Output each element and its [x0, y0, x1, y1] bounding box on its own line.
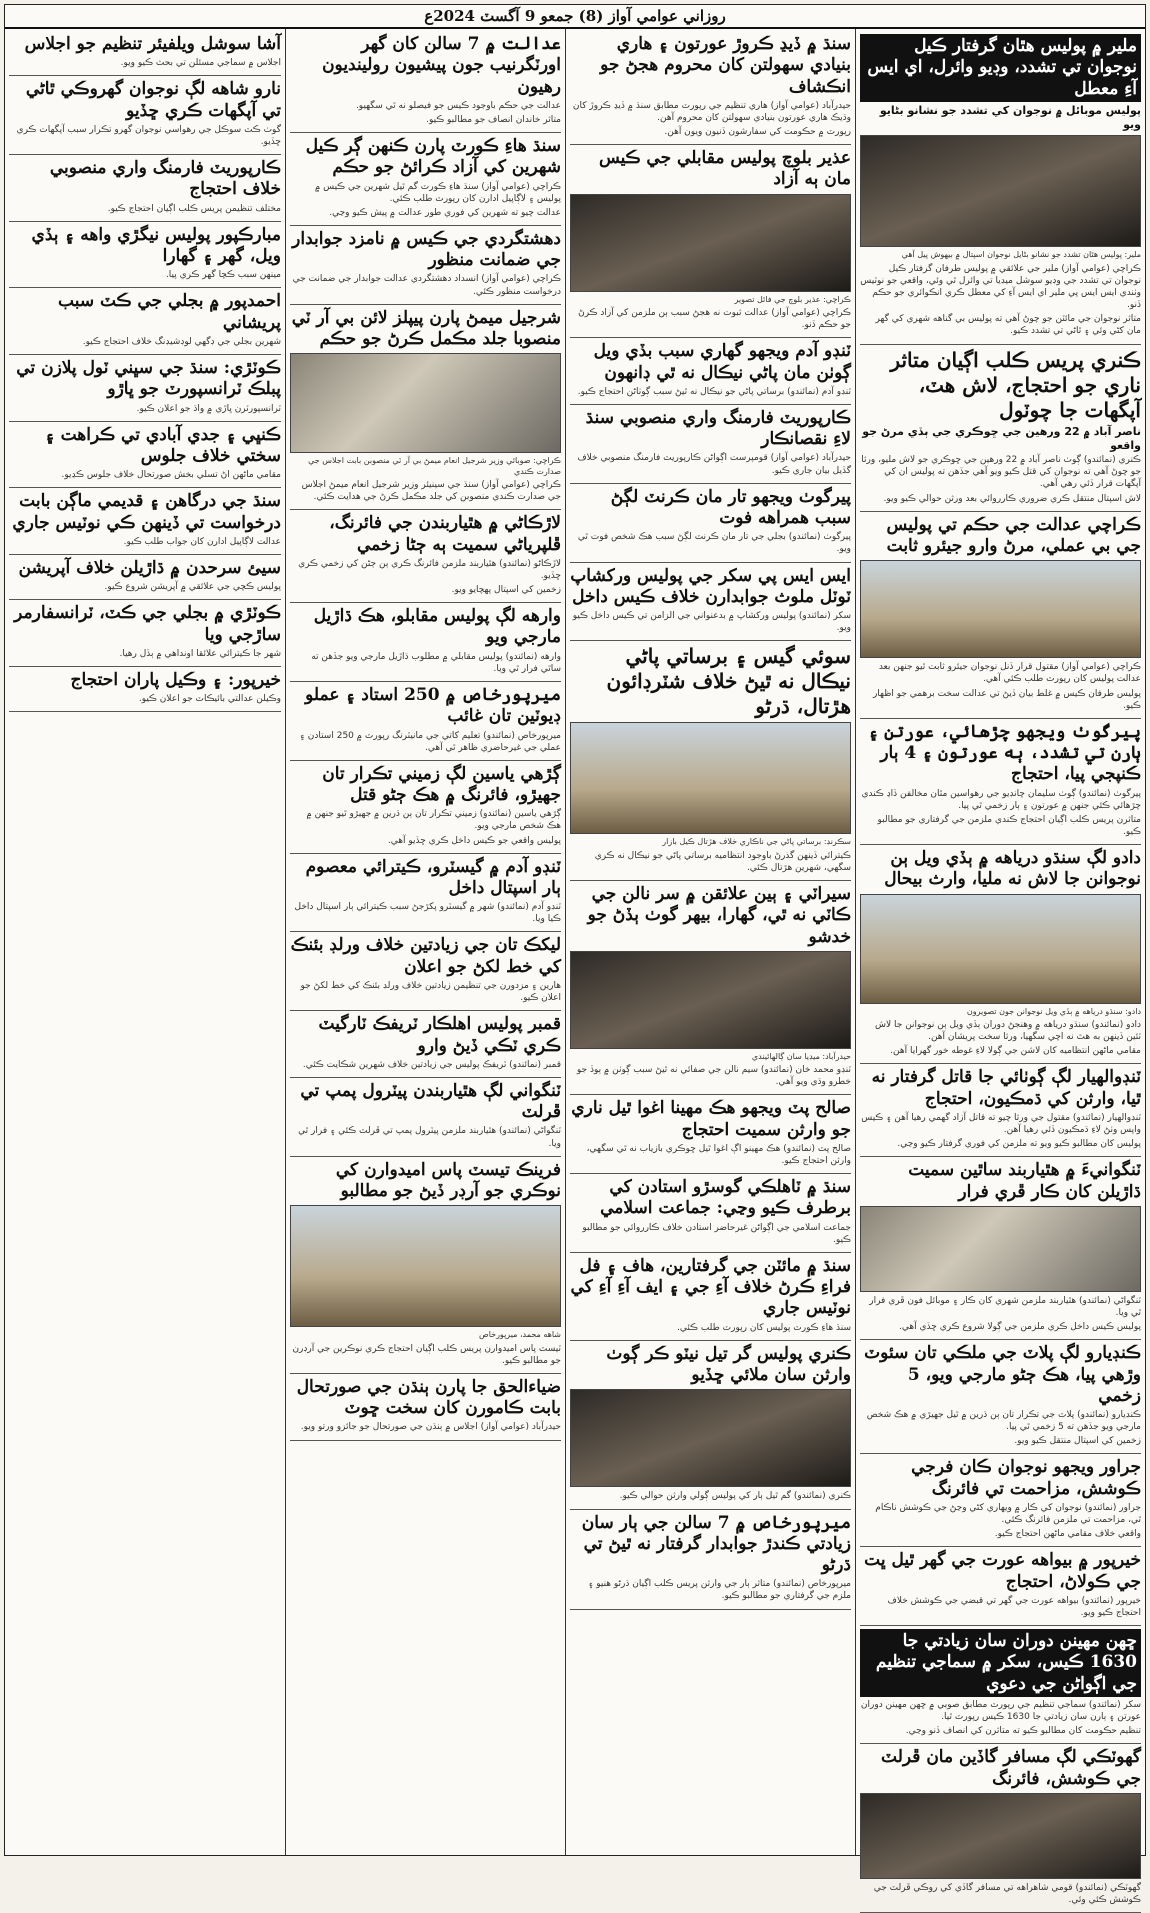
story-paragraph: ميرپورخاص (نمائندو) تعليم کاتي جي مانيٽرنگ رپورٽ ۾ 250 استادن ۽ عملي جي غيرحاضري ظاهر ٿي آهي. — [299, 730, 561, 753]
columns — [5, 29, 1145, 1905]
headline: سنڌ ۾ مائٽن جي گرفتارين، هاف ۽ فل فراءِ ڪرڻ خلاف آءِ جي ۽ ايف آءِ آءِ کي نوٽيس جاري — [570, 1255, 851, 1319]
headline: خيرپور: ۽ وڪيل پاران احتجاج — [70, 670, 281, 691]
story-paragraph: دادو (نمائندو) سنڌو درياهه ۾ وهنجڻ دوران ٻڏي ويل ٻن نوجوانن جا لاش ٽئين ڏينهن به هٿ نه اچي سگهيا، ورثا سخت پريشان آهن. — [875, 1020, 1141, 1043]
news-story — [860, 1064, 1141, 1157]
story-body — [570, 307, 851, 331]
story-body — [290, 808, 561, 846]
headline: ڪارپوريٽ فارمنگ واري منصوبي خلاف احتجاج — [49, 158, 281, 200]
headline: ضياءالحق جا پارن ٻنڌن جي صورتحال بابت ڪامورن کان سخت ڇوٽ — [296, 1376, 561, 1419]
story-paragraph: شهر جا ڪيترائي علائقا اونداهي ۾ ٻڏل رهيا. — [119, 648, 281, 659]
story-body — [860, 661, 1141, 712]
headline: ٽنڊو آدم ۾ گيسٽرو، ڪيترائي معصوم ٻار اسپتال داخل — [305, 856, 561, 898]
news-story — [860, 1626, 1141, 1744]
story-paragraph: صالح پٽ (نمائندو) هڪ مهينو اڳ اغوا ٿيل ڇوڪري بازياب نه ٿي سگهي، وارثن احتجاج ڪيو. — [586, 1143, 851, 1167]
story-paragraph: حيدرآباد (عوامي آواز) اجلاس ۾ ٻنڌن جي صورتحال جو جائزو ورتو ويو. — [300, 1422, 561, 1433]
news-story — [9, 31, 281, 76]
story-body — [570, 1322, 851, 1334]
story-body — [570, 1064, 851, 1088]
headline: نارو شاهه لڳ نوجوان گهروڪي ٿاڻي تي آپگهات ڪري ڇڏيو — [25, 79, 281, 121]
headline: مبارڪپور پوليس نيگڙي واهه ۽ ٻڏي ويل، گهر ۽ گهارا — [31, 224, 281, 267]
news-story — [860, 1340, 1141, 1454]
story-body — [9, 403, 281, 415]
news-story — [570, 1095, 851, 1174]
photo-caption: ملير: پوليس هٿان تشدد جو نشانو بڻايل نوجوان اسپتال ۾ بيهوش پيل آهي — [901, 250, 1141, 260]
story-paragraph: حيدرآباد (عوامي آواز) هاري تنظيم جي رپورٽ مطابق سنڌ ۾ ڏيڍ ڪروڙ کان وڌيڪ هاري عورتون بنيادي سهولتن کان محروم آهن. — [572, 100, 851, 123]
story-paragraph: قمبر (نمائندو) ٽريفڪ پوليس جي زيادتين خلاف شهرين شڪايت ڪئي. — [302, 1059, 561, 1070]
headline: ميرپورخاص ۾ 7 سالن جي ٻار سان زيادتي ڪندڙ جوابدار گرفتار نه ٿيڻ تي ڌرڻو — [581, 1512, 851, 1576]
subheadline: ناصر آباد ۾ 22 ورهين جي ڇوڪري جي ٻڏي مرڻ جو واقعو — [862, 424, 1141, 452]
story-paragraph: پوليس ڪچي جي علائقي ۾ آپريشن شروع ڪيو. — [104, 582, 281, 593]
news-photo — [290, 353, 561, 453]
story-paragraph: واقعي خلاف مقامي ماڻهن احتجاج ڪيو. — [994, 1529, 1141, 1540]
story-body — [860, 788, 1141, 839]
headline: ٽنڊو آدم ويجهو گهاري سبب بڏي ويل ڳوٺن مان پاڻي نيڪال نه ٿي ڊانهون — [593, 341, 851, 383]
story-body — [570, 1143, 851, 1167]
story-paragraph: ڪراچي (عوامي آواز) سنڌ جي سينيئر وزير شرجيل انعام ميمڻ اجلاس جي صدارت ڪندي منصوبن کي جلد مڪمل ڪرڻ جي هدايت ڪئي. — [301, 480, 561, 503]
news-story — [9, 422, 281, 489]
story-paragraph: ڪنري (نمائندو) ڳوٺ ناصر آباد ۾ 22 ورهين جي ڇوڪري جو لاش مليو، ورثا جو چوڻ آهي ته نوجوان کي قتل ڪيو ويو آهي جڏهن ته پوليس ان کي آپگهات قرار ڏئي رهي آهي. — [861, 455, 1141, 490]
photo-caption: سڪرنڊ: برساتي پاڻي جي ناڪاري خلاف هڙتال ڪيل بازار — [662, 837, 851, 847]
headline: ڪارپوريٽ فارمنگ واري منصوبي سنڌ لاءِ نقصانڪار — [585, 407, 851, 450]
story-body — [860, 1882, 1141, 1906]
masthead: روزاني عوامي آواز (8) جمعو 9 آگسٽ 2024ع — [5, 5, 1145, 29]
headline: ٽنگوانيءَ ۾ هٿياربند ساٿين سميت ڌاڙيلن کان ڪار ڦري فرار — [908, 1160, 1141, 1202]
headline: ڪنڀي ۽ جدي آبادي تي ڪراهت ۽ سختي خلاف جلوس — [44, 424, 281, 466]
headline: ٽنگواني لڳ هٿياربندن پيٽرول پمپ تي ڦرلٽ — [300, 1080, 561, 1123]
story-body — [570, 386, 851, 398]
story-body — [570, 531, 851, 555]
story-paragraph: ڪراچي (عوامي آواز) سنڌ هاءِ ڪورٽ گم ٿيل شهرين جي ڪيس ۾ پوليس ۽ لاڳاپيل ادارن کان رپورٽ طلب ڪئي. — [314, 181, 561, 204]
story-paragraph: ٽنگواڻي (نمائندو) هٿياربند ملزمن پيٽرول پمپ تي ڦرلٽ ڪئي ۽ فرار ٿي ويا. — [298, 1126, 561, 1149]
photo-caption: حيدرآباد: ميڊيا سان ڳالهائيندي — [751, 1051, 851, 1061]
story-paragraph: مختلف تنظيمن پريس ڪلب اڳيان احتجاج ڪيو. — [107, 203, 281, 214]
headline: گهوٽڪي لڳ مسافر گاڏين مان ڦرلٽ جي ڪوشش، فائرنگ — [881, 1747, 1141, 1789]
headline: دهشتگردي جي ڪيس ۾ نامزد جوابدار جي ضمانت منظور — [292, 228, 561, 271]
story-body — [9, 581, 281, 593]
story-paragraph: رپورٽ ۾ حڪومت کي سفارشون ڏنيون ويون آهن. — [664, 127, 851, 138]
news-story — [860, 1454, 1141, 1547]
headline: سيئ سرحدن ۾ ڌاڙيلن خلاف آپريشن — [18, 558, 281, 579]
story-body — [9, 536, 281, 548]
story-body — [290, 1059, 561, 1071]
news-photo — [860, 1793, 1141, 1879]
story-body — [290, 1125, 561, 1149]
news-photo — [860, 560, 1141, 658]
column-1 — [855, 29, 1145, 1905]
story-paragraph: وڪيلن عدالتي بائيڪاٽ جو اعلان ڪيو. — [138, 694, 281, 705]
news-story — [860, 1744, 1141, 1913]
news-story — [290, 761, 561, 854]
headline: پيرگوٺ ويجهو تار مان ڪرنٽ لڳڻ سبب همراهه فوت — [610, 486, 851, 529]
headline: خيرپور ۾ بيواهه عورت جي گهر ٿيل ڀت جي ڪولاڻ، احتجاج — [864, 1550, 1141, 1592]
news-story — [570, 1510, 851, 1610]
story-paragraph: ڪيترائي ڏينهن گذرڻ باوجود انتظاميه برساتي پاڻي جو نيڪال نه ڪري سگهي، شهرين هڙتال ڪئي. — [594, 850, 851, 873]
story-paragraph: شهرين بجلي جي ڊگهي لوڊشيڊنگ خلاف احتجاج ڪيو. — [82, 336, 281, 347]
headline: فرينڪ تيسٽ پاس اميدوارن کي نوڪري جو آرڊر ڏيڻ جو مطالبو — [335, 1159, 561, 1201]
story-paragraph: گهوٽڪي (نمائندو) قومي شاهراهه تي مسافر گاڏي کي روڪي ڦرلٽ جي ڪوشش ڪئي وئي. — [873, 1882, 1141, 1905]
news-story — [290, 603, 561, 682]
story-paragraph: ڳڙهي ياسين (نمائندو) زميني تڪرار تان ٻن ڌرين ۾ جهيڙو ٿيو جنهن ۾ هڪ شخص مارجي ويو. — [306, 809, 561, 832]
story-paragraph: متاثر نوجوان جي مائٽن جو چوڻ آهي ته پوليس بي گناهه شهري کي گهر مان کڻي وئي ۽ ٿاڻي تي تشدد ڪيو. — [875, 314, 1141, 337]
photo-caption: ڪراچي: صوبائي وزير شرجيل انعام ميمڻ بي آر ٽي منصوبن بابت اجلاس جي صدارت ڪندي — [308, 456, 561, 476]
headline: سنڌ هاءِ ڪورٽ پارن ڪنهن ڳر ڪيل شهرين کي آزاد ڪرائڻ جو حڪم — [305, 136, 561, 178]
news-photo — [570, 951, 851, 1049]
news-story — [290, 226, 561, 305]
story-paragraph: تنظيم حڪومت کان مطالبو ڪيو ته متاثرن کي انصاف ڏنو وڃي. — [905, 1726, 1141, 1737]
story-paragraph: پوليس طرفان ڪيس ۾ غلط بيان ڏيڻ تي عدالت سخت برهمي جو اظهار ڪيو. — [872, 688, 1141, 711]
headline: سيراٽي ۽ ٻين علائقن ۾ سر نالن جي ڪاٽي نه ٿي، گهارا، بيهر گوٺ ٻڏڻ جو خدشو — [587, 884, 851, 947]
story-paragraph: حيدرآباد (عوامي آواز) قومپرست اڳواڻن ڪارپوريٽ فارمنگ منصوبي خلاف گڏيل بيان جاري ڪيو. — [577, 453, 851, 476]
story-paragraph: عدالت چيو ته شهرين کي فوري طور عدالت ۾ پيش ڪيو وڃي. — [329, 207, 561, 218]
story-paragraph: اجلاس ۾ سماجي مسئلن تي بحث ڪيو ويو. — [120, 58, 281, 69]
news-story — [570, 1174, 851, 1253]
headline: سوئي گيس ۽ برساتي پاڻي نيڪال نه ٿيڻ خلاف شٽرڊائون هڙتال، ڌرڻو — [606, 644, 851, 719]
headline: پيرگوٺ ويجهو چڙهائي، عورتن ۽ ٻارن تي تشدد، ٻه عورتون ۽ 4 ٻار ڪنپجي پيا، احتجاج — [868, 721, 1141, 785]
story-body — [290, 730, 561, 754]
news-story — [860, 1547, 1141, 1626]
news-story — [9, 600, 281, 667]
story-body — [570, 1490, 851, 1502]
story-paragraph: مينهن سبب ڪچا گهر ڪري پيا. — [165, 270, 281, 281]
photo-caption: دادو: سنڌو درياهه ۾ ٻڏي ويل نوجوانن جون تصويرون — [966, 1006, 1141, 1016]
news-story — [9, 76, 281, 155]
story-paragraph: ڪراچي (عوامي آواز) ملير جي علائقي ۾ پوليس طرفان گرفتار ڪيل نوجوان تي تشدد جي وڊيو سوشل ميڊيا تي وائرل ٿي وئي، واقعي جو نوٽيس وٺندي ايس ايس پي ملير اي ايس آءِ کي معطل ڪري انڪوائري جو حڪم ڏنو. — [860, 263, 1141, 311]
headline: ڇهن مهينن دوران سان زيادتي جا 1630 ڪيس، سکر ۾ سماجي تنظيم جي اڳواڻن جي دعوي — [860, 1629, 1141, 1697]
story-paragraph: متاثر خاندان انصاف جو مطالبو ڪيو. — [426, 114, 561, 125]
story-body — [9, 693, 281, 705]
news-story — [290, 31, 561, 133]
story-body — [860, 1295, 1141, 1333]
news-story — [290, 133, 561, 226]
story-paragraph: گوٺ ڪٽ سوڪل جي رهواسي نوجوان گهرو تڪرار سبب آپگهات ڪري ڇڏيو. — [16, 124, 281, 148]
headline: ڪنڊيارو لڳ پلاٽ جي ملڪي تان سئوٽ وڙهي پيا، هڪ ڄڻو مارجي ويو، 5 زخمي — [864, 1343, 1141, 1406]
news-story — [570, 881, 851, 1095]
story-paragraph: ڪراچي (عوامي آواز) عدالت ثبوت نه هجڻ سبب ٻن ملزمن کي آزاد ڪرڻ جو حڪم ڏنو. — [578, 308, 851, 331]
story-body — [9, 469, 281, 481]
story-paragraph: سکر (نمائندو) سماجي تنظيم جي رپورٽ مطابق صوبي ۾ ڇهن مهينن دوران عورتن ۽ ٻارن سان زيادتي جا 1630 ڪيس رپورٽ ٿيا. — [860, 1699, 1141, 1723]
story-paragraph: مقامي ماڻهن اڻ تسلي بخش صورتحال خلاف جلوس ڪڍيو. — [61, 470, 281, 481]
news-story — [860, 719, 1141, 845]
story-paragraph: ڪراچي (عوامي آواز) مقتول قرار ڏنل نوجوان جيئرو ثابت ٿيو جنهن بعد عدالت پوليس کان رپورٽ طلب ڪئي آهي. — [878, 662, 1141, 685]
news-story — [290, 932, 561, 1011]
story-body — [9, 57, 281, 69]
headline: عدالت ۾ 7 سالن کان گهر اورٽگرنيب جون پيشيون رولينديون رهيون — [322, 34, 561, 97]
story-paragraph: عدالت لاڳاپيل ادارن کان جواب طلب ڪيو. — [123, 536, 281, 547]
headline: ڪوٽڙي: سنڌ جي سڀني ٽول پلازن تي پبلڪ ٽرانسپورٽ جو ڀاڙو — [16, 358, 281, 400]
story-body — [9, 336, 281, 348]
headline: ٽنڊوالهيار لڳ ڳوٺائي جا قاتل گرفتار نه ٿيا، وارثن کي ڌمڪيون، احتجاج — [871, 1067, 1141, 1109]
news-story — [290, 682, 561, 761]
story-body — [9, 124, 281, 148]
story-paragraph: ٽيسٽ پاس اميدوارن پريس ڪلب اڳيان احتجاج ڪري نوڪرين جي آرڊرن جو مطالبو ڪيو. — [292, 1343, 561, 1366]
story-paragraph: زخمين کي اسپتال منتقل ڪيو ويو. — [1014, 1436, 1141, 1447]
headline: آشا سوشل ويلفيئر تنظيم جو اجلاس — [24, 34, 281, 54]
photo-caption: ڪراچي: عذير بلوچ جي فائل تصوير — [734, 294, 851, 304]
story-paragraph: لاش اسپتال منتقل ڪري ضروري ڪارروائي بعد ورثن حوالي ڪيو ويو. — [883, 493, 1141, 504]
news-story — [570, 1341, 851, 1510]
headline: عذير بلوچ پوليس مقابلي جي ڪيس مان ٻه آزاد — [598, 148, 851, 190]
story-body — [290, 100, 561, 126]
story-paragraph: هارين ۽ مزدورن جي تنظيمن زيادتين خلاف ورلڊ بئنڪ کي خط لکڻ جو اعلان ڪيو. — [300, 980, 561, 1004]
news-photo — [290, 1205, 561, 1327]
story-body — [570, 1222, 851, 1246]
story-paragraph: پوليس واقعي جو ڪيس داخل ڪري ڇڏيو آهي. — [387, 835, 561, 846]
story-body — [290, 558, 561, 596]
story-body — [290, 181, 561, 219]
story-body — [290, 901, 561, 925]
news-story — [570, 145, 851, 338]
news-story — [9, 488, 281, 555]
story-paragraph: ٽرانسپورٽرن ڀاڙي ۾ واڌ جو اعلان ڪيو. — [136, 403, 281, 414]
news-story — [9, 667, 281, 712]
news-photo — [860, 135, 1141, 247]
story-paragraph: پوليس ڪيس داخل ڪري ملزمن جي ڳولا شروع ڪري ڇڏي آهي. — [899, 1322, 1141, 1333]
story-body — [9, 269, 281, 281]
headline: ڪنري پوليس گر تيل نيٽو ڪر ڳوٺ وارثن سان ملائي ڇڏيو — [606, 1343, 851, 1386]
story-body — [290, 1343, 561, 1367]
news-story — [290, 305, 561, 511]
story-body — [860, 1699, 1141, 1737]
news-photo — [570, 194, 851, 292]
headline: دادو لڳ سنڌو درياهه ۾ ٻڏي ويل ٻن نوجوانن جا لاش نه مليا، وارث بيحال — [884, 848, 1141, 890]
headline: ايس ايس پي سکر جي پوليس ورکشاپ ٽوٽل ملوث جوابدارن خلاف ڪيس داخل — [570, 565, 851, 607]
story-paragraph: ڪنري (نمائندو) گم ٿيل ٻار کي پوليس ڳولي وارثن حوالي ڪيو. — [619, 1491, 851, 1502]
story-paragraph: جراور (نمائندو) نوجوان کي ڪار ۾ ويهاري کڻي وڃڻ جي ڪوشش ناڪام ٿي، مزاحمت تي ملزمن فائرنگ ڪئي. — [875, 1502, 1141, 1526]
news-story — [860, 845, 1141, 1064]
story-paragraph: زخمين کي اسپتال پهچايو ويو. — [451, 585, 561, 596]
news-story — [570, 563, 851, 642]
story-body — [290, 980, 561, 1004]
story-paragraph: عدالت جي حڪم باوجود ڪيس جو فيصلو نه ٿي سگهيو. — [355, 100, 561, 111]
news-story — [290, 1157, 561, 1374]
story-paragraph: ٽنڊو آدم (نمائندو) شهر ۾ گيسٽرو پکڙجڻ سبب ڪيترائي ٻار اسپتال داخل ڪيا ويا. — [294, 902, 561, 925]
headline: وارهه لڳ پوليس مقابلو، هڪ ڌاڙيل مارجي ويو — [313, 606, 561, 648]
story-paragraph: ميرپورخاص (نمائندو) متاثر ٻار جي وارثن پريس ڪلب اڳيان ڌرڻو هنيو ۽ ملزم جي گرفتاري جو مطالبو ڪيو. — [588, 1579, 851, 1602]
column-3 — [565, 29, 855, 1855]
news-story — [290, 1011, 561, 1078]
headline: صالح پٽ ويجهو هڪ مهينا اغوا ٿيل ناري جو وارثن سميت احتجاج — [571, 1098, 851, 1140]
story-paragraph: پوليس کان مطالبو ڪيو ويو ته ملزمن کي فوري گرفتار ڪيو وڃي. — [897, 1139, 1141, 1150]
story-body — [9, 648, 281, 660]
story-body — [290, 651, 561, 675]
news-story — [9, 222, 281, 289]
headline: جراور ويجهو نوجوان ڪان فرجي ڪوشش، مزاحمت تي فائرنگ — [911, 1457, 1141, 1499]
news-story — [290, 510, 561, 603]
news-photo — [860, 894, 1141, 1004]
news-story — [570, 338, 851, 405]
story-body — [860, 1019, 1141, 1057]
story-body — [860, 1409, 1141, 1447]
headline: سنڌ جي درگاهن ۽ قديمي ماڳن بابت درخواست تي ڏينهن ڪي نوٽيس جاري — [12, 491, 281, 533]
story-body — [570, 100, 851, 138]
column-2 — [285, 29, 565, 1855]
story-paragraph: مقامي ماڻهن انتظاميه کان لاشن جي ڳولا لاءِ غوطه خور گهرايا آهن. — [890, 1046, 1141, 1057]
news-photo — [860, 1206, 1141, 1292]
headline: ڪراچي عدالت جي حڪم تي پوليس جي بي عملي، مرڻ وارو جيئرو ثابت — [886, 514, 1141, 556]
story-body — [9, 203, 281, 215]
news-story — [570, 1253, 851, 1341]
news-story — [860, 512, 1141, 719]
story-body — [290, 1421, 561, 1433]
story-paragraph: وارهه (نمائندو) پوليس مقابلي ۾ مطلوب ڌاڙيل مارجي ويو جڏهن ته ساٿي فرار ٿي ويا. — [311, 651, 561, 674]
headline: قمبر پوليس اهلڪار ٽريفڪ ٽارگيٽ ڪري ٽڪي ڏيڻ وارو — [318, 1014, 561, 1056]
headline: سنڌ ۾ ٽاهلڪي گوسڙو استادن کي برطرف ڪيو وڃي: جماعت اسلامي — [600, 1177, 851, 1219]
headline: شرجيل ميمڻ پارن پيپلز لائن بي آر ٽي منصوبا جلد مڪمل ڪرڻ جو حڪم — [291, 307, 561, 349]
story-body — [570, 850, 851, 874]
story-body — [860, 1502, 1141, 1540]
news-story — [290, 854, 561, 933]
news-story — [860, 31, 1141, 345]
news-photo — [570, 1389, 851, 1487]
story-body — [570, 1578, 851, 1602]
story-paragraph: ٽنگواڻي (نمائندو) هٿياربند ملزمن شهري کان ڪار ۽ موبائل فون ڦري فرار ٿي ويا. — [869, 1295, 1141, 1318]
story-paragraph: پيرگوٺ (نمائندو) ڳوٺ سليمان چانڊيو جي رهواسين مٿان مخالفن ڏاڍ ڪندي چڙهائي ڪئي جنهن ۾ عورتون ۽ ٻار زخمي ٿي پيا. — [861, 788, 1141, 811]
story-paragraph: ٽنڊوالهيار (نمائندو) مقتول جي ورثا چيو ته قاتل آزاد گهمي رهيا آهن ۽ ڪيس واپس وٺڻ لاءِ ڌمڪيون ڏئي رهيا آهن. — [861, 1112, 1141, 1136]
story-body — [860, 263, 1141, 338]
headline: لاڙڪاڻي ۾ هٿياربندن جي فائرنگ، ڦلپرياڻي سميت ٻه ڄڻا زخمي — [329, 513, 561, 555]
news-story — [290, 1078, 561, 1157]
news-photo — [570, 722, 851, 834]
headline: سنڌ ۾ ڏيڍ ڪروڙ عورتون ۽ هاري بنيادي سهولتن کان محروم هجڻ جو انڪشاف — [600, 34, 851, 97]
news-story — [570, 31, 851, 145]
news-story — [860, 1157, 1141, 1340]
story-paragraph: خيرپور (نمائندو) بيواهه عورت جي گهر تي قبضي جي ڪوشش خلاف احتجاج ڪيو ويو. — [887, 1595, 1141, 1618]
story-paragraph: سکر (نمائندو) پوليس ورکشاپ ۾ بدعنواني جي الزامن تي ڪيس داخل ڪيو ويو. — [572, 611, 851, 634]
column-4 — [5, 29, 285, 1855]
story-body — [290, 273, 561, 297]
news-story — [9, 155, 281, 222]
news-story — [9, 355, 281, 422]
story-body — [860, 454, 1141, 505]
story-body — [570, 452, 851, 476]
story-body — [570, 610, 851, 634]
headline: ليکڪ تان جي زيادتين خلاف ورلڊ بئنڪ کي خط لکڻ جو اعلان — [290, 935, 561, 977]
story-paragraph: لاڙڪاڻو (نمائندو) هٿياربند ملزمن فائرنگ ڪري ٻن ڄڻن کي زخمي ڪري ڇڏيو. — [298, 558, 561, 581]
headline: ملير ۾ پوليس هٿان گرفتار ڪيل نوجوان تي تشدد، وڊيو وائرل، اي ايس آءِ معطل — [860, 34, 1141, 102]
headline: احمدپور ۾ بجلي جي ڪٽ سبب پريشاني — [58, 291, 281, 333]
headline: ڳڙهي ياسين لڳ زميني تڪرار تان جهيڙو، فائرنگ ۾ هڪ ڄڻو قتل — [322, 763, 561, 806]
news-story — [570, 405, 851, 484]
story-body — [290, 479, 561, 503]
newspaper-page — [4, 4, 1146, 1905]
news-story — [9, 555, 281, 600]
news-story — [290, 1374, 561, 1441]
news-story — [860, 345, 1141, 512]
story-body — [860, 1595, 1141, 1619]
news-story — [9, 288, 281, 355]
story-paragraph: ٽنڊو آدم (نمائندو) برساتي پاڻي جو نيڪال نه ٿيڻ سبب ڳوٺاڻن احتجاج ڪيو. — [577, 386, 851, 397]
story-body — [860, 1112, 1141, 1150]
headline: ڪنري پريس ڪلب اڳيان متاثر ناري جو احتجاج، لاش هٽ، آپگهات جا چوٽول — [890, 347, 1141, 422]
news-story — [570, 641, 851, 881]
news-story — [570, 484, 851, 563]
story-paragraph: پيرگوٺ (نمائندو) بجلي جي تار مان ڪرنٽ لڳڻ سبب هڪ شخص فوت ٿي ويو. — [577, 532, 851, 555]
subheadline: پوليس موبائل ۾ نوجوان کي تشدد جو نشانو بڻايو ويو — [879, 103, 1141, 132]
headline: ميرپورخاص ۾ 250 استاد ۽ عملو ڊيوٽين تان غائب — [305, 685, 561, 727]
photo-caption: شاهه محمد، ميرپورخاص — [479, 1330, 561, 1340]
story-paragraph: ٽنڊو محمد خان (نمائندو) سيم نالن جي صفائي نه ٿيڻ سبب ڳوٺن ۾ ٻوڏ جو خطرو وڌي ويو آهي. — [576, 1065, 851, 1088]
story-paragraph: ڪنڊيارو (نمائندو) پلاٽ جي تڪرار تان ٻن ڌرين ۾ ٿيل جهيڙي ۾ هڪ شخص مارجي ويو جڏهن ته 5 زخمي ٿي پيا. — [866, 1410, 1141, 1433]
story-paragraph: ڪراچي (عوامي آواز) انسداد دهشتگردي عدالت جوابدار جي ضمانت جي درخواست منظور ڪئي. — [292, 274, 561, 297]
story-paragraph: سنڌ هاءِ ڪورٽ پوليس کان رپورٽ طلب ڪئي. — [677, 1322, 851, 1333]
story-paragraph: جماعت اسلامي جي اڳواڻن غيرحاضر استادن خلاف ڪارروائي جو مطالبو ڪيو. — [582, 1222, 851, 1245]
story-paragraph: متاثرن پريس ڪلب اڳيان احتجاج ڪندي ملزمن جي گرفتاري جو مطالبو ڪيو. — [877, 814, 1141, 837]
headline: ڪوٽڙي ۾ بجلي جي ڪٽ، ٽرانسفارمر ساڙجي ويا — [14, 603, 281, 645]
